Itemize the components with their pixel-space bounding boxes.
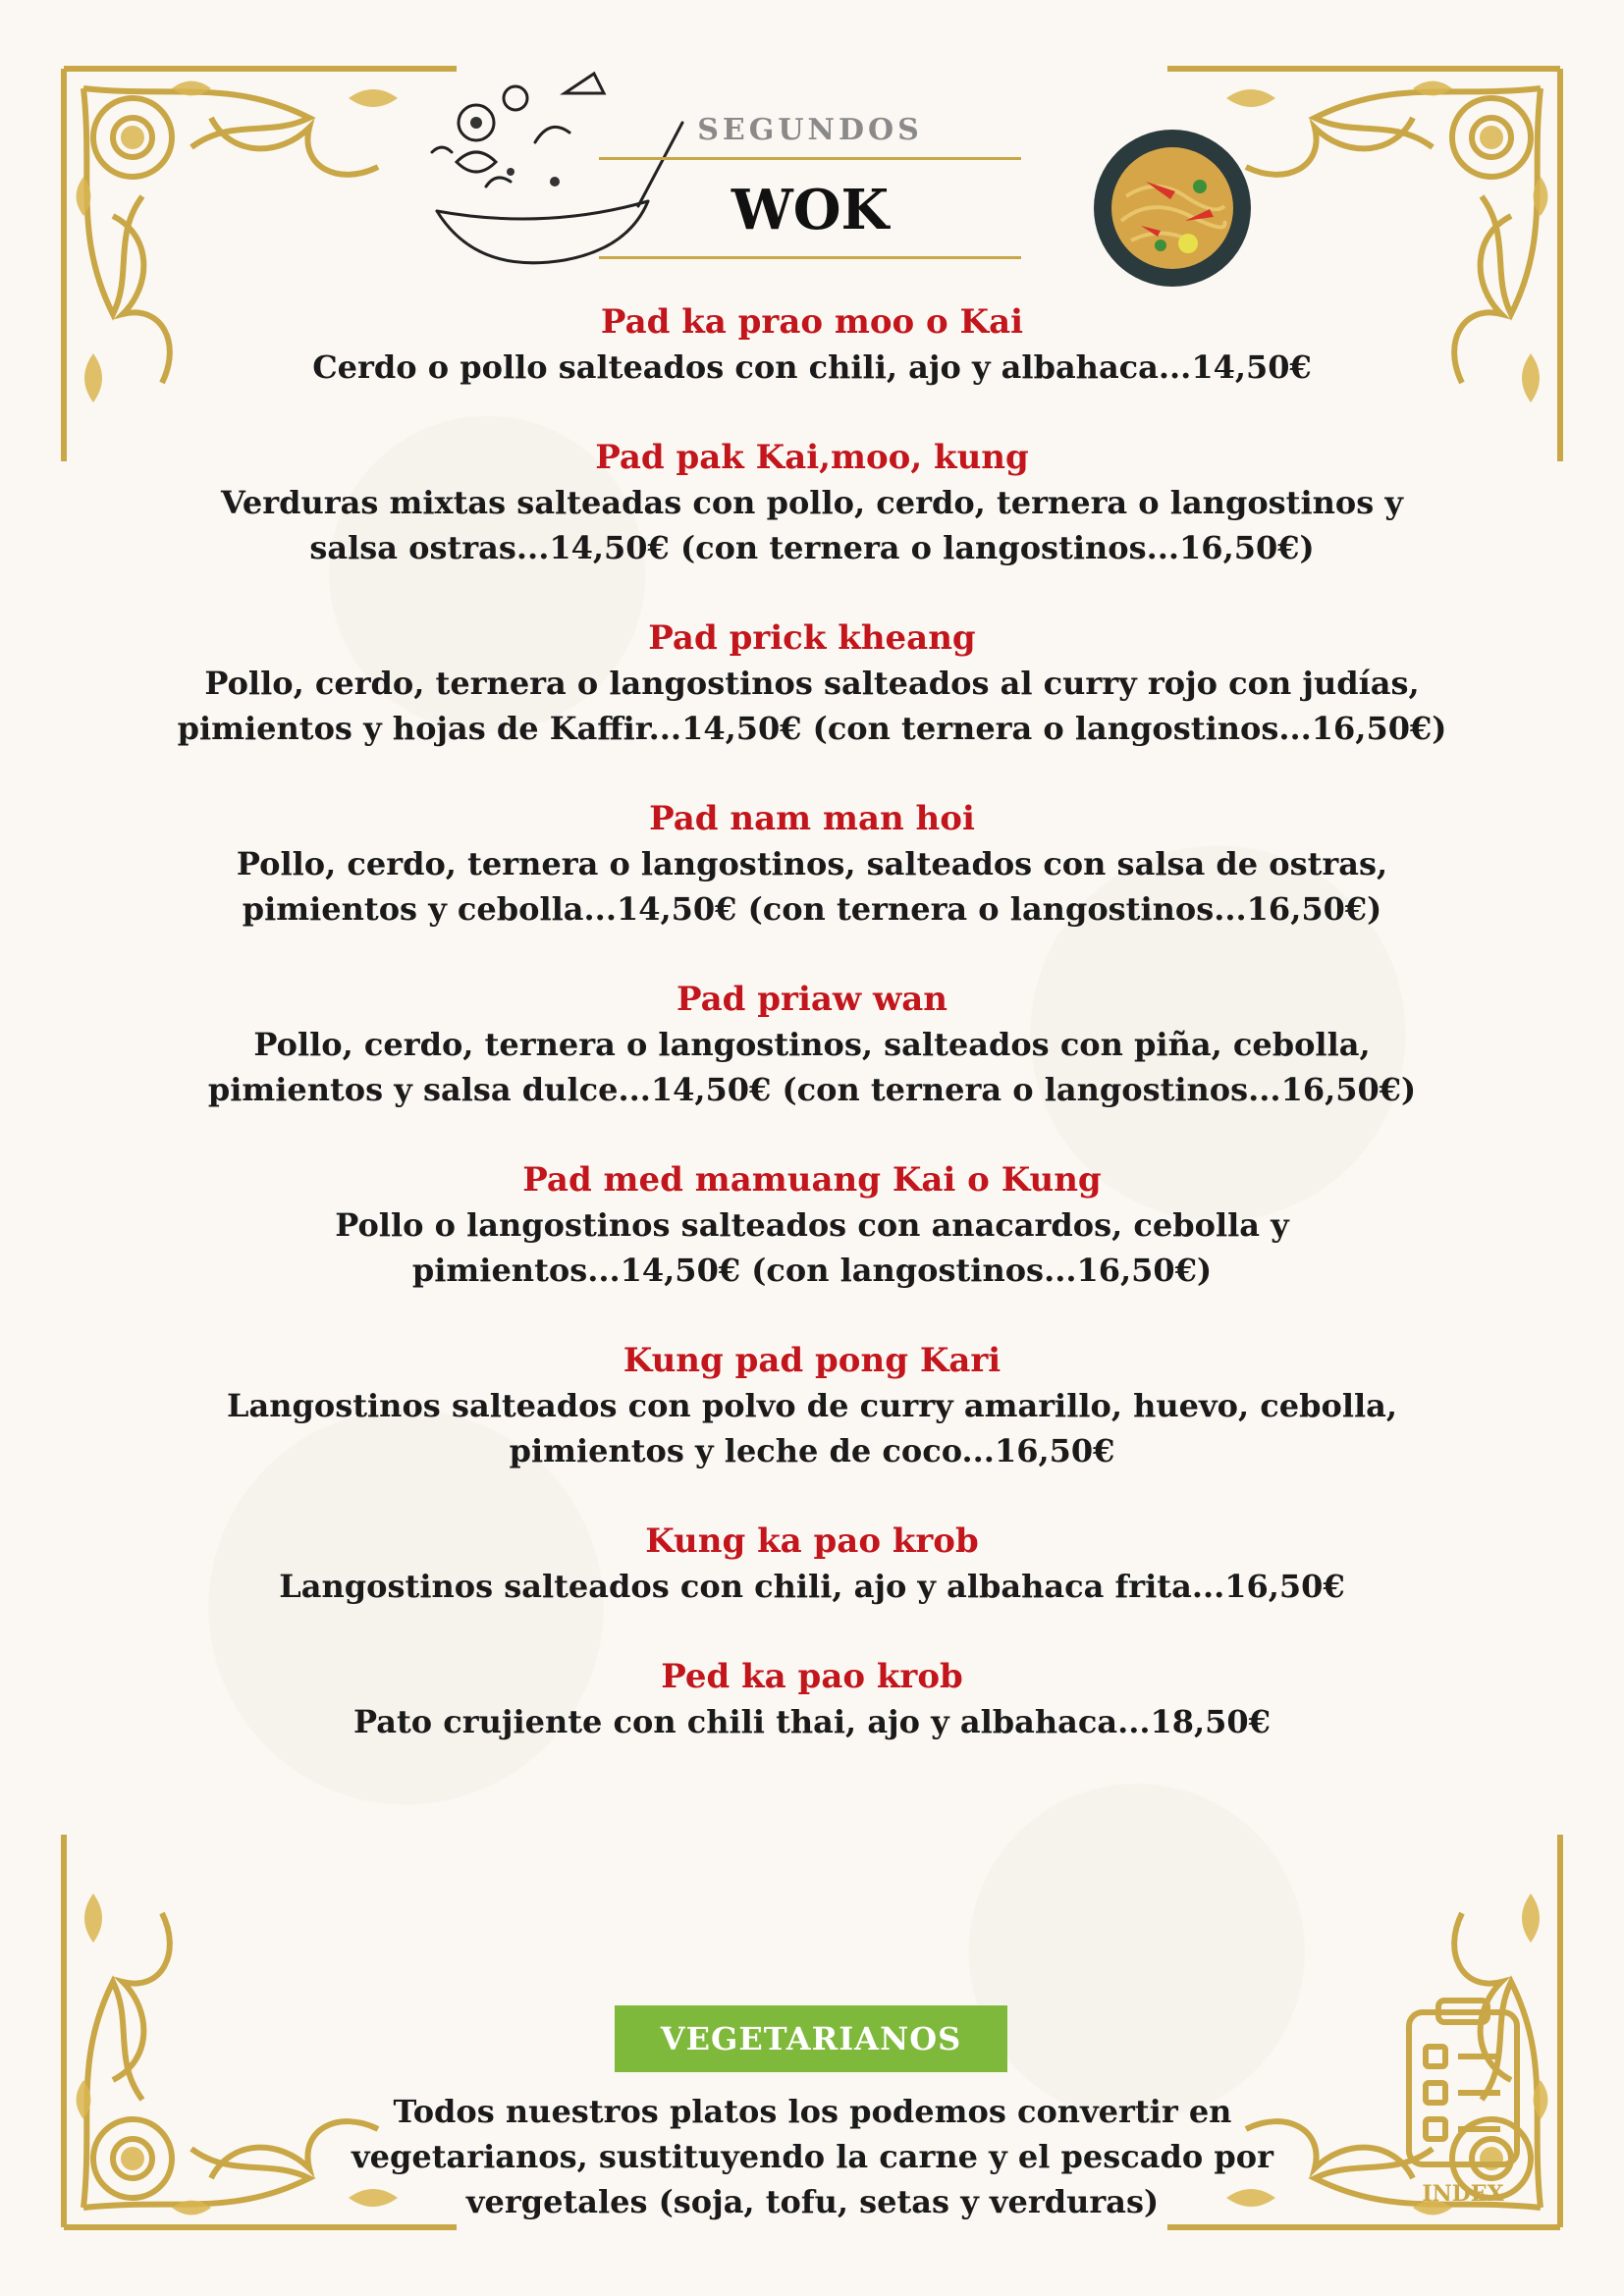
dish-item: [137, 796, 1487, 932]
dish-description: Langostinos salteados con polvo de curry amarillo, huevo, cebolla, pimientos y leche de coco...16,50€: [227, 1387, 1397, 1469]
dish-description: Cerdo o pollo salteados con chili, ajo y albahaca...14,50€: [312, 348, 1312, 386]
vegetarian-note: Todos nuestros platos los podemos convertir en vegetarianos, sustituyendo la carne y el pescado por vergetales (soja, tofu, setas y verduras): [352, 2093, 1273, 2220]
dish-description: Verduras mixtas salteadas con pollo, cerdo, ternera o langostinos y salsa ostras...14,50€ (con ternera o langostinos...16,50€): [221, 484, 1403, 566]
dish-name: Kung ka pao krob: [645, 1522, 979, 1561]
index-button[interactable]: [1394, 1993, 1532, 2209]
dish-description: Pollo, cerdo, ternera o langostinos, salteados con salsa de ostras, pimientos y cebolla...14,50€ (con ternera o langostinos...16,50€): [236, 845, 1388, 928]
dish-description: Langostinos salteados con chili, ajo y albahaca frita...16,50€: [279, 1568, 1345, 1605]
section-subtitle: SEGUNDOS: [599, 113, 1021, 160]
dish-item: [137, 1157, 1487, 1293]
dish-item: [137, 1519, 1487, 1609]
dish-name: Pad priaw wan: [676, 980, 948, 1019]
dish-name: Pad ka prao moo o Kai: [600, 302, 1024, 342]
dish-item: [137, 977, 1487, 1112]
dish-list: [137, 299, 1487, 1789]
dish-item: [137, 299, 1487, 390]
section-header: [599, 113, 1021, 259]
dish-item: [137, 1338, 1487, 1473]
index-label: INDEX: [1422, 2181, 1504, 2207]
menu-list-icon: [1394, 1993, 1532, 2189]
dish-description: Pollo, cerdo, ternera o langostinos salteados al curry rojo con judías, pimientos y hojas de Kaffir...14,50€ (con ternera o langostinos...16,50€): [177, 665, 1447, 747]
dish-description: Pato crujiente con chili thai, ajo y albahaca...18,50€: [353, 1703, 1271, 1740]
dish-description: Pollo o langostinos salteados con anacardos, cebolla y pimientos...14,50€ (con langostinos...16,50€): [335, 1206, 1289, 1289]
dish-item: [137, 435, 1487, 570]
dish-description: Pollo, cerdo, ternera o langostinos, salteados con piña, cebolla, pimientos y salsa dulce...14,50€ (con ternera o langostinos...16,50€): [207, 1026, 1417, 1108]
dish-item: [137, 1654, 1487, 1744]
dish-name: Kung pad pong Kari: [623, 1341, 1001, 1380]
wok-dish-photo: [1092, 128, 1254, 290]
dish-name: Pad med mamuang Kai o Kung: [522, 1160, 1102, 1200]
vegetarian-badge: VEGETARIANOS: [615, 2005, 1007, 2072]
dish-name: Pad pak Kai,moo, kung: [595, 438, 1029, 477]
dish-name: Pad nam man hoi: [649, 799, 975, 838]
section-title: WOK: [599, 160, 1021, 259]
dish-name: Ped ka pao krob: [661, 1657, 963, 1696]
dish-name: Pad prick kheang: [648, 618, 976, 658]
dish-item: [137, 615, 1487, 751]
